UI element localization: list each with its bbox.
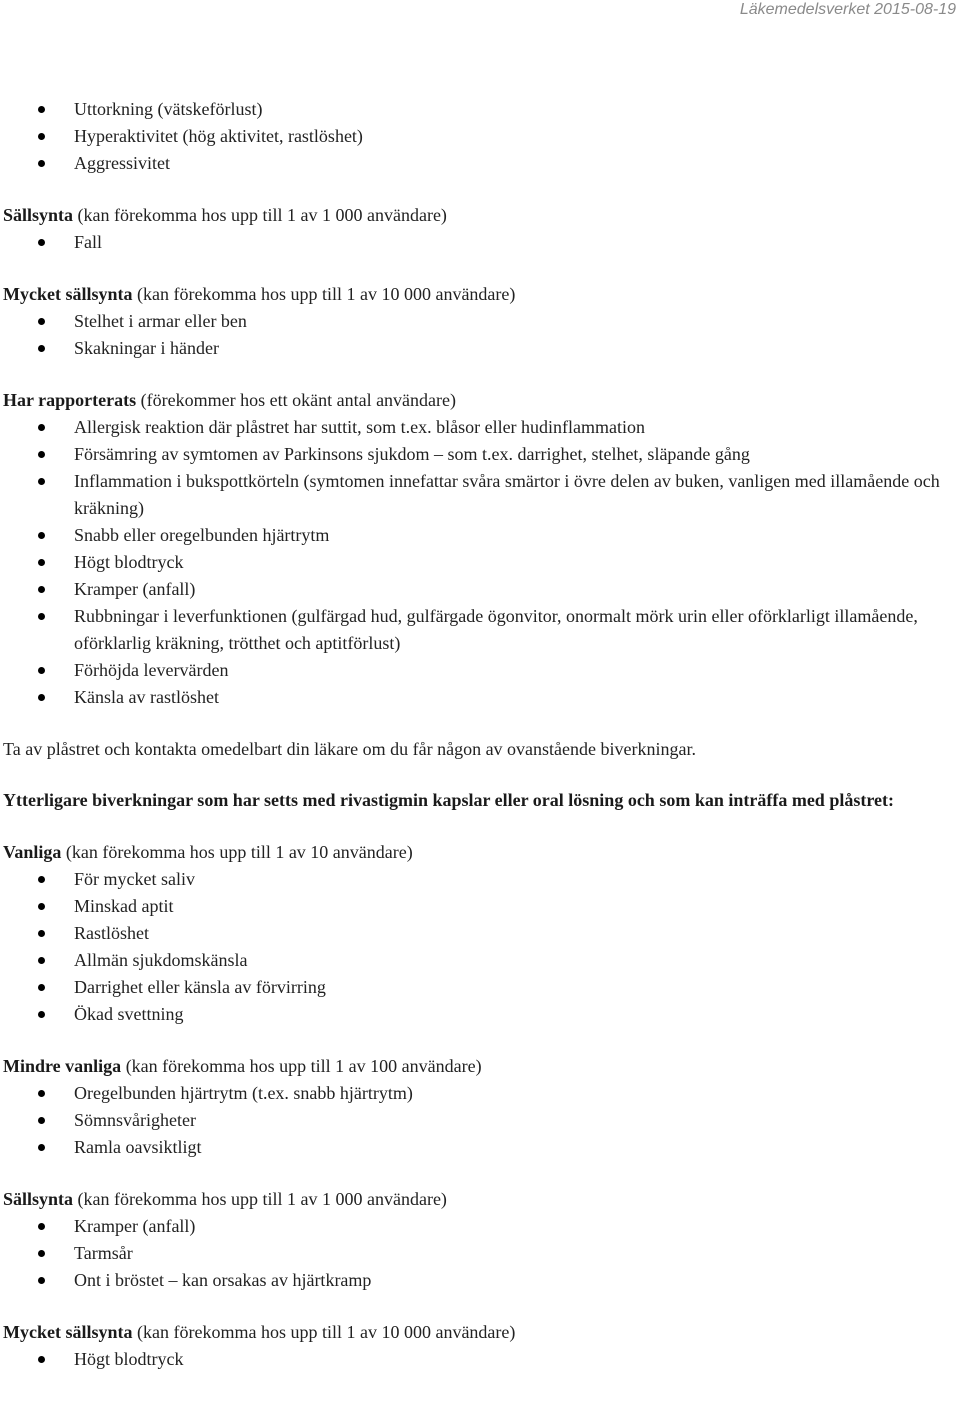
list-item: Skakningar i händer bbox=[3, 335, 958, 362]
bullet-list bbox=[3, 1080, 958, 1161]
list-item: Ont i bröstet – kan orsakas av hjärtkramp bbox=[3, 1267, 958, 1294]
frequency-description: (kan förekomma hos upp till 1 av 100 användare) bbox=[121, 1056, 482, 1076]
bullet-list bbox=[3, 229, 958, 256]
frequency-label: Sällsynta bbox=[3, 1189, 74, 1209]
list-item: Kramper (anfall) bbox=[3, 1213, 958, 1240]
frequency-description: (förekommer hos ett okänt antal användare) bbox=[136, 390, 457, 410]
frequency-section bbox=[3, 1052, 958, 1161]
frequency-label: Mindre vanliga bbox=[3, 1056, 122, 1076]
frequency-description: (kan förekomma hos upp till 1 av 1 000 användare) bbox=[73, 1189, 447, 1209]
list-item: Högt blodtryck bbox=[3, 1346, 958, 1373]
bullet-list bbox=[3, 1346, 958, 1373]
frequency-heading bbox=[3, 1318, 958, 1346]
frequency-section bbox=[3, 96, 958, 177]
frequency-description: (kan förekomma hos upp till 1 av 1 000 användare) bbox=[73, 205, 447, 225]
list-item: Darrighet eller känsla av förvirring bbox=[3, 974, 958, 1001]
list-item: Ramla oavsiktligt bbox=[3, 1134, 958, 1161]
frequency-section bbox=[3, 386, 958, 711]
frequency-heading bbox=[3, 838, 958, 866]
frequency-description: (kan förekomma hos upp till 1 av 10 000 användare) bbox=[132, 1322, 516, 1342]
frequency-label: Sällsynta bbox=[3, 205, 74, 225]
list-item: Rastlöshet bbox=[3, 920, 958, 947]
frequency-label: Har rapporterats bbox=[3, 390, 137, 410]
list-item: Fall bbox=[3, 229, 958, 256]
list-item: Högt blodtryck bbox=[3, 549, 958, 576]
frequency-label: Vanliga bbox=[3, 842, 62, 862]
list-item: Allergisk reaktion där plåstret har suttit, som t.ex. blåsor eller hudinflammation bbox=[3, 414, 958, 441]
bullet-list bbox=[3, 96, 958, 177]
document-body bbox=[3, 96, 958, 1397]
section-subheading: Ytterligare biverkningar som har setts med rivastigmin kapslar eller oral lösning och som kan inträffa med plåstret: bbox=[3, 790, 894, 810]
list-item: Allmän sjukdomskänsla bbox=[3, 947, 958, 974]
frequency-heading bbox=[3, 1052, 958, 1080]
bullet-list bbox=[3, 1213, 958, 1294]
list-item: Kramper (anfall) bbox=[3, 576, 958, 603]
list-item: För mycket saliv bbox=[3, 866, 958, 893]
list-item: Hyperaktivitet (hög aktivitet, rastlöshet) bbox=[3, 123, 958, 150]
list-item: Inflammation i bukspottkörteln (symtomen innefattar svåra smärtor i övre delen av buken, vanligen med illamående och kräkning) bbox=[3, 468, 958, 522]
list-item: Ökad svettning bbox=[3, 1001, 958, 1028]
frequency-section bbox=[3, 1318, 958, 1373]
list-item: Tarmsår bbox=[3, 1240, 958, 1267]
list-item: Förhöjda levervärden bbox=[3, 657, 958, 684]
frequency-section bbox=[3, 201, 958, 256]
bullet-list bbox=[3, 308, 958, 362]
frequency-heading bbox=[3, 201, 958, 229]
bullet-list bbox=[3, 414, 958, 711]
bullet-list bbox=[3, 866, 958, 1028]
frequency-heading bbox=[3, 386, 958, 414]
frequency-section bbox=[3, 838, 958, 1028]
list-item: Aggressivitet bbox=[3, 150, 958, 177]
frequency-heading bbox=[3, 280, 958, 308]
list-item: Oregelbunden hjärtrytm (t.ex. snabb hjärtrytm) bbox=[3, 1080, 958, 1107]
frequency-label: Mycket sällsynta bbox=[3, 1322, 133, 1342]
list-item: Minskad aptit bbox=[3, 893, 958, 920]
frequency-label: Mycket sällsynta bbox=[3, 284, 133, 304]
warning-notice: Ta av plåstret och kontakta omedelbart din läkare om du får någon av ovanstående biverkningar. bbox=[3, 739, 696, 759]
additional-side-effects-list bbox=[3, 838, 958, 1373]
list-item: Sömnsvårigheter bbox=[3, 1107, 958, 1134]
list-item: Rubbningar i leverfunktionen (gulfärgad hud, gulfärgade ögonvitor, onormalt mörk urin eller oförklarligt illamående, oförklarlig kräkning, trötthet och aptitförlust) bbox=[3, 603, 958, 657]
frequency-section bbox=[3, 280, 958, 362]
list-item: Uttorkning (vätskeförlust) bbox=[3, 96, 958, 123]
list-item: Stelhet i armar eller ben bbox=[3, 308, 958, 335]
list-item: Känsla av rastlöshet bbox=[3, 684, 958, 711]
list-item: Försämring av symtomen av Parkinsons sjukdom – som t.ex. darrighet, stelhet, släpande gång bbox=[3, 441, 958, 468]
frequency-description: (kan förekomma hos upp till 1 av 10 000 användare) bbox=[132, 284, 516, 304]
frequency-heading bbox=[3, 1185, 958, 1213]
side-effects-list bbox=[3, 96, 958, 711]
list-item: Snabb eller oregelbunden hjärtrytm bbox=[3, 522, 958, 549]
frequency-section bbox=[3, 1185, 958, 1294]
frequency-description: (kan förekomma hos upp till 1 av 10 användare) bbox=[61, 842, 413, 862]
page-header: Läkemedelsverket 2015-08-19 bbox=[739, 1, 956, 18]
